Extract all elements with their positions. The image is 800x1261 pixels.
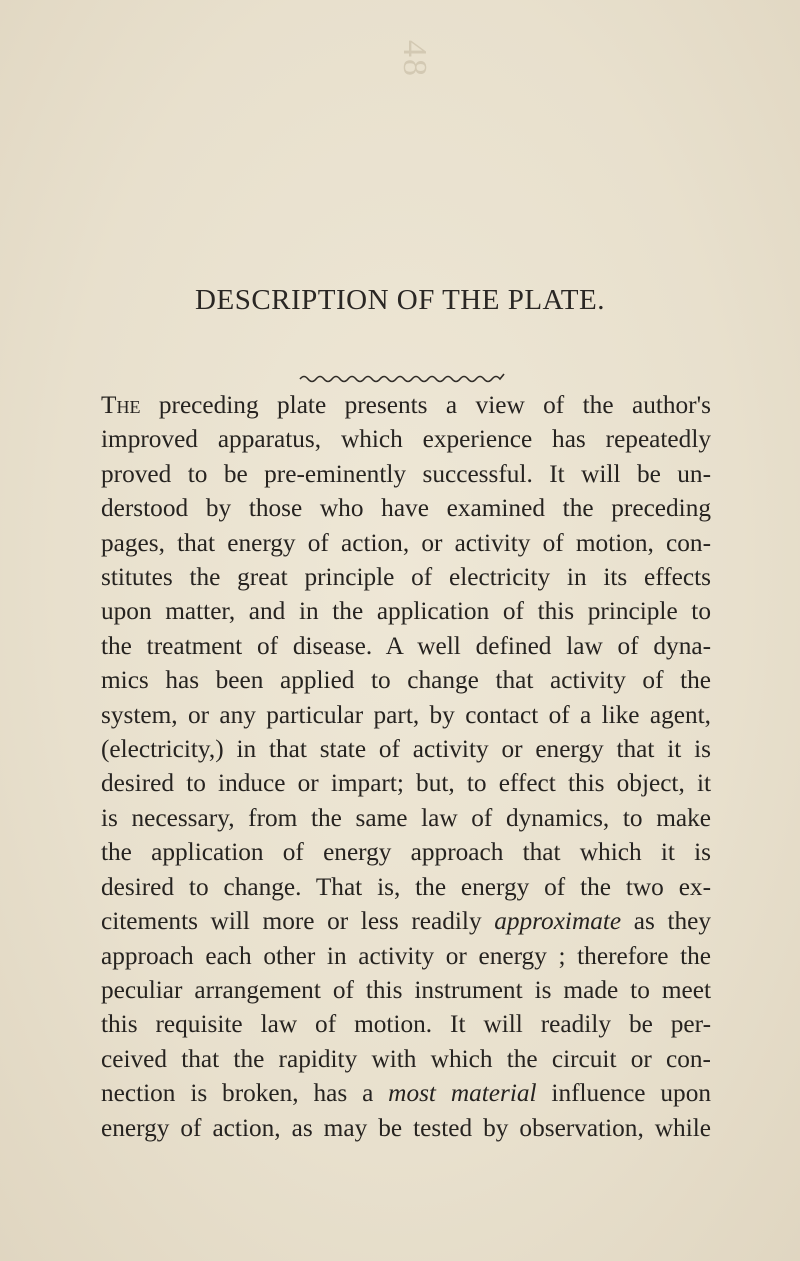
paragraph-line: improved apparatus, which experience has repeatedly bbox=[101, 425, 711, 454]
paragraph-line: system, or any particular part, by contact of a like agent, bbox=[101, 700, 711, 729]
bleed-through-page-number: 48 bbox=[396, 40, 433, 78]
decorative-rule bbox=[298, 370, 510, 386]
paragraph-line: upon matter, and in the application of this principle to bbox=[101, 597, 711, 626]
paragraph-line: approach each other in activity or energy ; therefore the bbox=[101, 941, 711, 970]
paragraph-line: (electricity,) in that state of activity or energy that it is bbox=[101, 735, 711, 764]
paragraph-line: the treatment of disease. A well defined law of dyna- bbox=[101, 631, 711, 660]
paragraph-line: desired to induce or impart; but, to effect this object, it bbox=[101, 769, 711, 798]
paragraph-line: desired to change. That is, the energy of the two ex- bbox=[101, 872, 711, 901]
italic-emphasis: most material bbox=[388, 1079, 537, 1108]
paragraph bbox=[101, 388, 711, 1145]
paragraph-line: energy of action, as may be tested by observation, while bbox=[101, 1113, 711, 1142]
paragraph-line: peculiar arrangement of this instrument is made to meet bbox=[101, 975, 711, 1004]
italic-emphasis: approximate bbox=[494, 907, 622, 936]
paragraph-line: citements will more or less readily approximate as they bbox=[101, 907, 711, 936]
paragraph-line: is necessary, from the same law of dynamics, to make bbox=[101, 803, 711, 832]
paragraph-line: proved to be pre-eminently successful. It will be un- bbox=[101, 459, 711, 488]
paragraph-line: The preceding plate presents a view of the author's bbox=[101, 391, 711, 419]
paragraph-line: stitutes the great principle of electricity in its effects bbox=[101, 563, 711, 592]
paragraph-line: derstood by those who have examined the preceding bbox=[101, 494, 711, 523]
paragraph-line: this requisite law of motion. It will readily be per- bbox=[101, 1010, 711, 1039]
lead-in-word: The bbox=[101, 391, 141, 419]
paragraph-line: the application of energy approach that which it is bbox=[101, 838, 711, 867]
paragraph-line: ceived that the rapidity with which the circuit or con- bbox=[101, 1044, 711, 1073]
paragraph-line: pages, that energy of action, or activity of motion, con- bbox=[101, 528, 711, 557]
page-heading: DESCRIPTION OF THE PLATE. bbox=[195, 284, 605, 316]
paragraph-line: nection is broken, has a most material influence upon bbox=[101, 1079, 711, 1108]
paragraph-line: mics has been applied to change that activity of the bbox=[101, 666, 711, 695]
